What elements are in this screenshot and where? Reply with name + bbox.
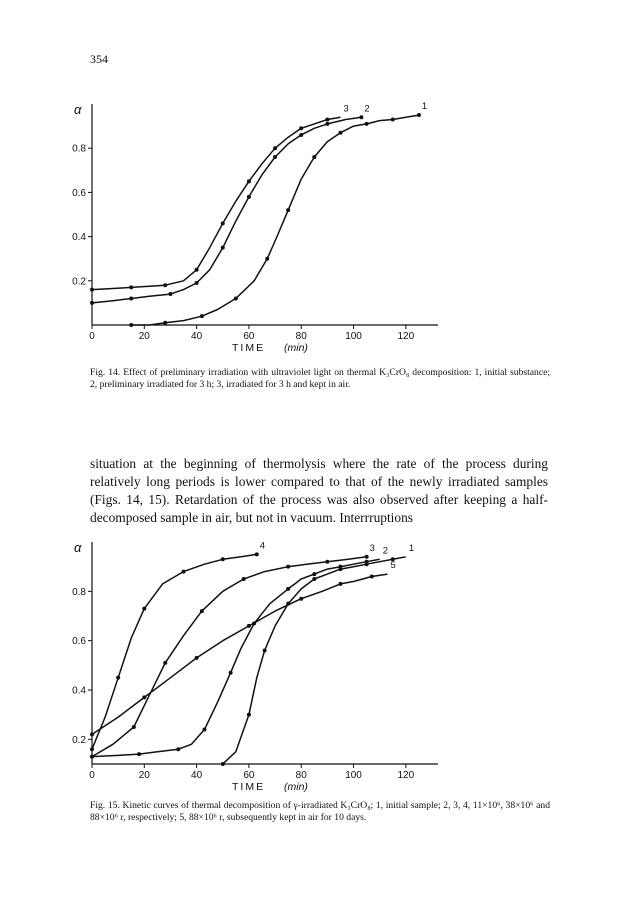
x-tick-label: 60 [243, 770, 255, 781]
data-point [200, 314, 204, 318]
figure-15-chart [0, 534, 624, 800]
data-point [312, 155, 316, 159]
data-point [338, 582, 342, 586]
y-tick-label: 0.2 [72, 276, 86, 288]
data-point [299, 597, 303, 601]
series-line-4 [92, 554, 257, 749]
data-point [312, 577, 316, 581]
data-point [168, 292, 172, 296]
data-point [90, 732, 94, 736]
y-tick-label: 0.8 [72, 586, 86, 598]
y-tick-label: 0.6 [72, 636, 86, 648]
x-tick-label: 0 [89, 770, 95, 781]
x-tick-label: 20 [138, 331, 150, 342]
series-label-3: 3 [369, 542, 375, 554]
series-line-5 [92, 574, 388, 734]
data-point [242, 577, 246, 581]
data-point [202, 727, 206, 731]
y-axis-label: α [74, 540, 82, 555]
data-point [265, 257, 269, 261]
data-point [286, 565, 290, 569]
series-label-5: 5 [390, 560, 396, 572]
data-point [182, 570, 186, 574]
data-point [142, 695, 146, 699]
figure-14-chart [0, 86, 624, 364]
data-point [142, 607, 146, 611]
data-point [90, 755, 94, 759]
data-point [325, 117, 329, 121]
data-point [247, 195, 251, 199]
y-tick-label: 0.4 [72, 232, 86, 244]
y-axis-label: α [74, 102, 82, 117]
x-tick-label: 80 [295, 770, 307, 781]
series-3 [90, 103, 349, 291]
data-point [129, 296, 133, 300]
y-tick-label: 0.8 [72, 143, 86, 155]
data-point [221, 221, 225, 225]
data-point [129, 323, 133, 327]
page-number: 354 [90, 52, 108, 66]
y-tick-label: 0.2 [72, 734, 86, 746]
data-point [299, 133, 303, 137]
data-point [221, 762, 225, 766]
figure-15-caption: Fig. 15. Kinetic curves of thermal decomposition of γ-irradiated K₃CrO₈; 1, initial sample; 2, 3, 4, 11×10⁶, 38×10⁶ and 88×10⁶ r, respectively; 5, 88×10⁶ r, subsequently kept in air for 10 days. [90, 800, 550, 823]
data-point [338, 565, 342, 569]
series-label-3: 3 [343, 103, 349, 115]
series-line-3 [92, 117, 341, 289]
x-tick-label: 100 [345, 331, 362, 342]
data-point [325, 560, 329, 564]
x-tick-label: 40 [191, 770, 203, 781]
x-axis-unit: (min) [284, 781, 308, 793]
data-point [247, 713, 251, 717]
x-tick-label: 120 [397, 770, 415, 781]
x-tick-label: 40 [191, 331, 203, 342]
data-point [221, 246, 225, 250]
x-tick-label: 20 [138, 770, 150, 781]
series-label-2: 2 [382, 545, 388, 557]
data-point [90, 747, 94, 751]
body-paragraph: situation at the beginning of thermolysis where the rate of the process during relatively long periods is lower compared to that of the newly irradiated samples (Figs. 14, 15). Retardation of the process was also observed after keeping a half-decomposed sample in air, but not in vacuum. Interrruptions [90, 456, 548, 525]
data-point [365, 560, 369, 564]
data-point [312, 572, 316, 576]
data-point [195, 656, 199, 660]
data-point [137, 752, 141, 756]
data-point [132, 725, 136, 729]
data-point [163, 283, 167, 287]
data-point [200, 609, 204, 613]
axes [72, 102, 438, 354]
data-point [286, 208, 290, 212]
x-tick-label: 0 [89, 331, 95, 342]
data-point [273, 146, 277, 150]
series-label-2: 2 [364, 103, 370, 115]
data-point [116, 676, 120, 680]
data-point [365, 555, 369, 559]
data-point [163, 321, 167, 325]
data-point [90, 288, 94, 292]
series-line-1 [223, 557, 406, 764]
x-tick-label: 120 [397, 331, 415, 342]
data-point [370, 575, 374, 579]
data-point [195, 268, 199, 272]
data-point [221, 557, 225, 561]
series-3 [90, 543, 375, 759]
y-tick-label: 0.6 [72, 187, 86, 199]
series-label-1: 1 [421, 101, 428, 113]
y-tick-label: 0.4 [72, 685, 86, 697]
x-axis-label: TIME [232, 342, 266, 354]
data-point [299, 126, 303, 130]
data-point [263, 649, 267, 653]
data-point [247, 179, 251, 183]
data-point [365, 122, 369, 126]
data-point [325, 122, 329, 126]
data-point [176, 747, 180, 751]
series-2 [90, 103, 370, 305]
x-tick-label: 80 [295, 331, 307, 342]
series-label-4: 4 [259, 540, 266, 552]
figure-14-caption: Fig. 14. Effect of preliminary irradiation with ultraviolet light on thermal K₃CrO₈ decomposition: 1, initial substance; 2, preliminary irradiated for 3 h; 3, irradiated for 3 h and kept in air. [90, 367, 550, 390]
data-point [247, 624, 251, 628]
data-point [163, 661, 167, 665]
data-point [255, 552, 259, 556]
x-axis-label: TIME [232, 781, 266, 793]
data-point [129, 285, 133, 289]
data-point [229, 671, 233, 675]
data-point [359, 115, 363, 119]
series-line-2 [92, 117, 361, 303]
data-point [195, 281, 199, 285]
data-point [234, 296, 238, 300]
x-axis-unit: (min) [284, 342, 308, 354]
data-point [338, 131, 342, 135]
x-tick-label: 60 [243, 331, 255, 342]
data-point [417, 113, 421, 117]
data-point [391, 117, 395, 121]
series-label-1: 1 [408, 542, 415, 554]
x-tick-label: 100 [345, 770, 362, 781]
data-point [90, 301, 94, 305]
data-point [273, 155, 277, 159]
data-point [286, 587, 290, 591]
series-5 [90, 560, 396, 736]
